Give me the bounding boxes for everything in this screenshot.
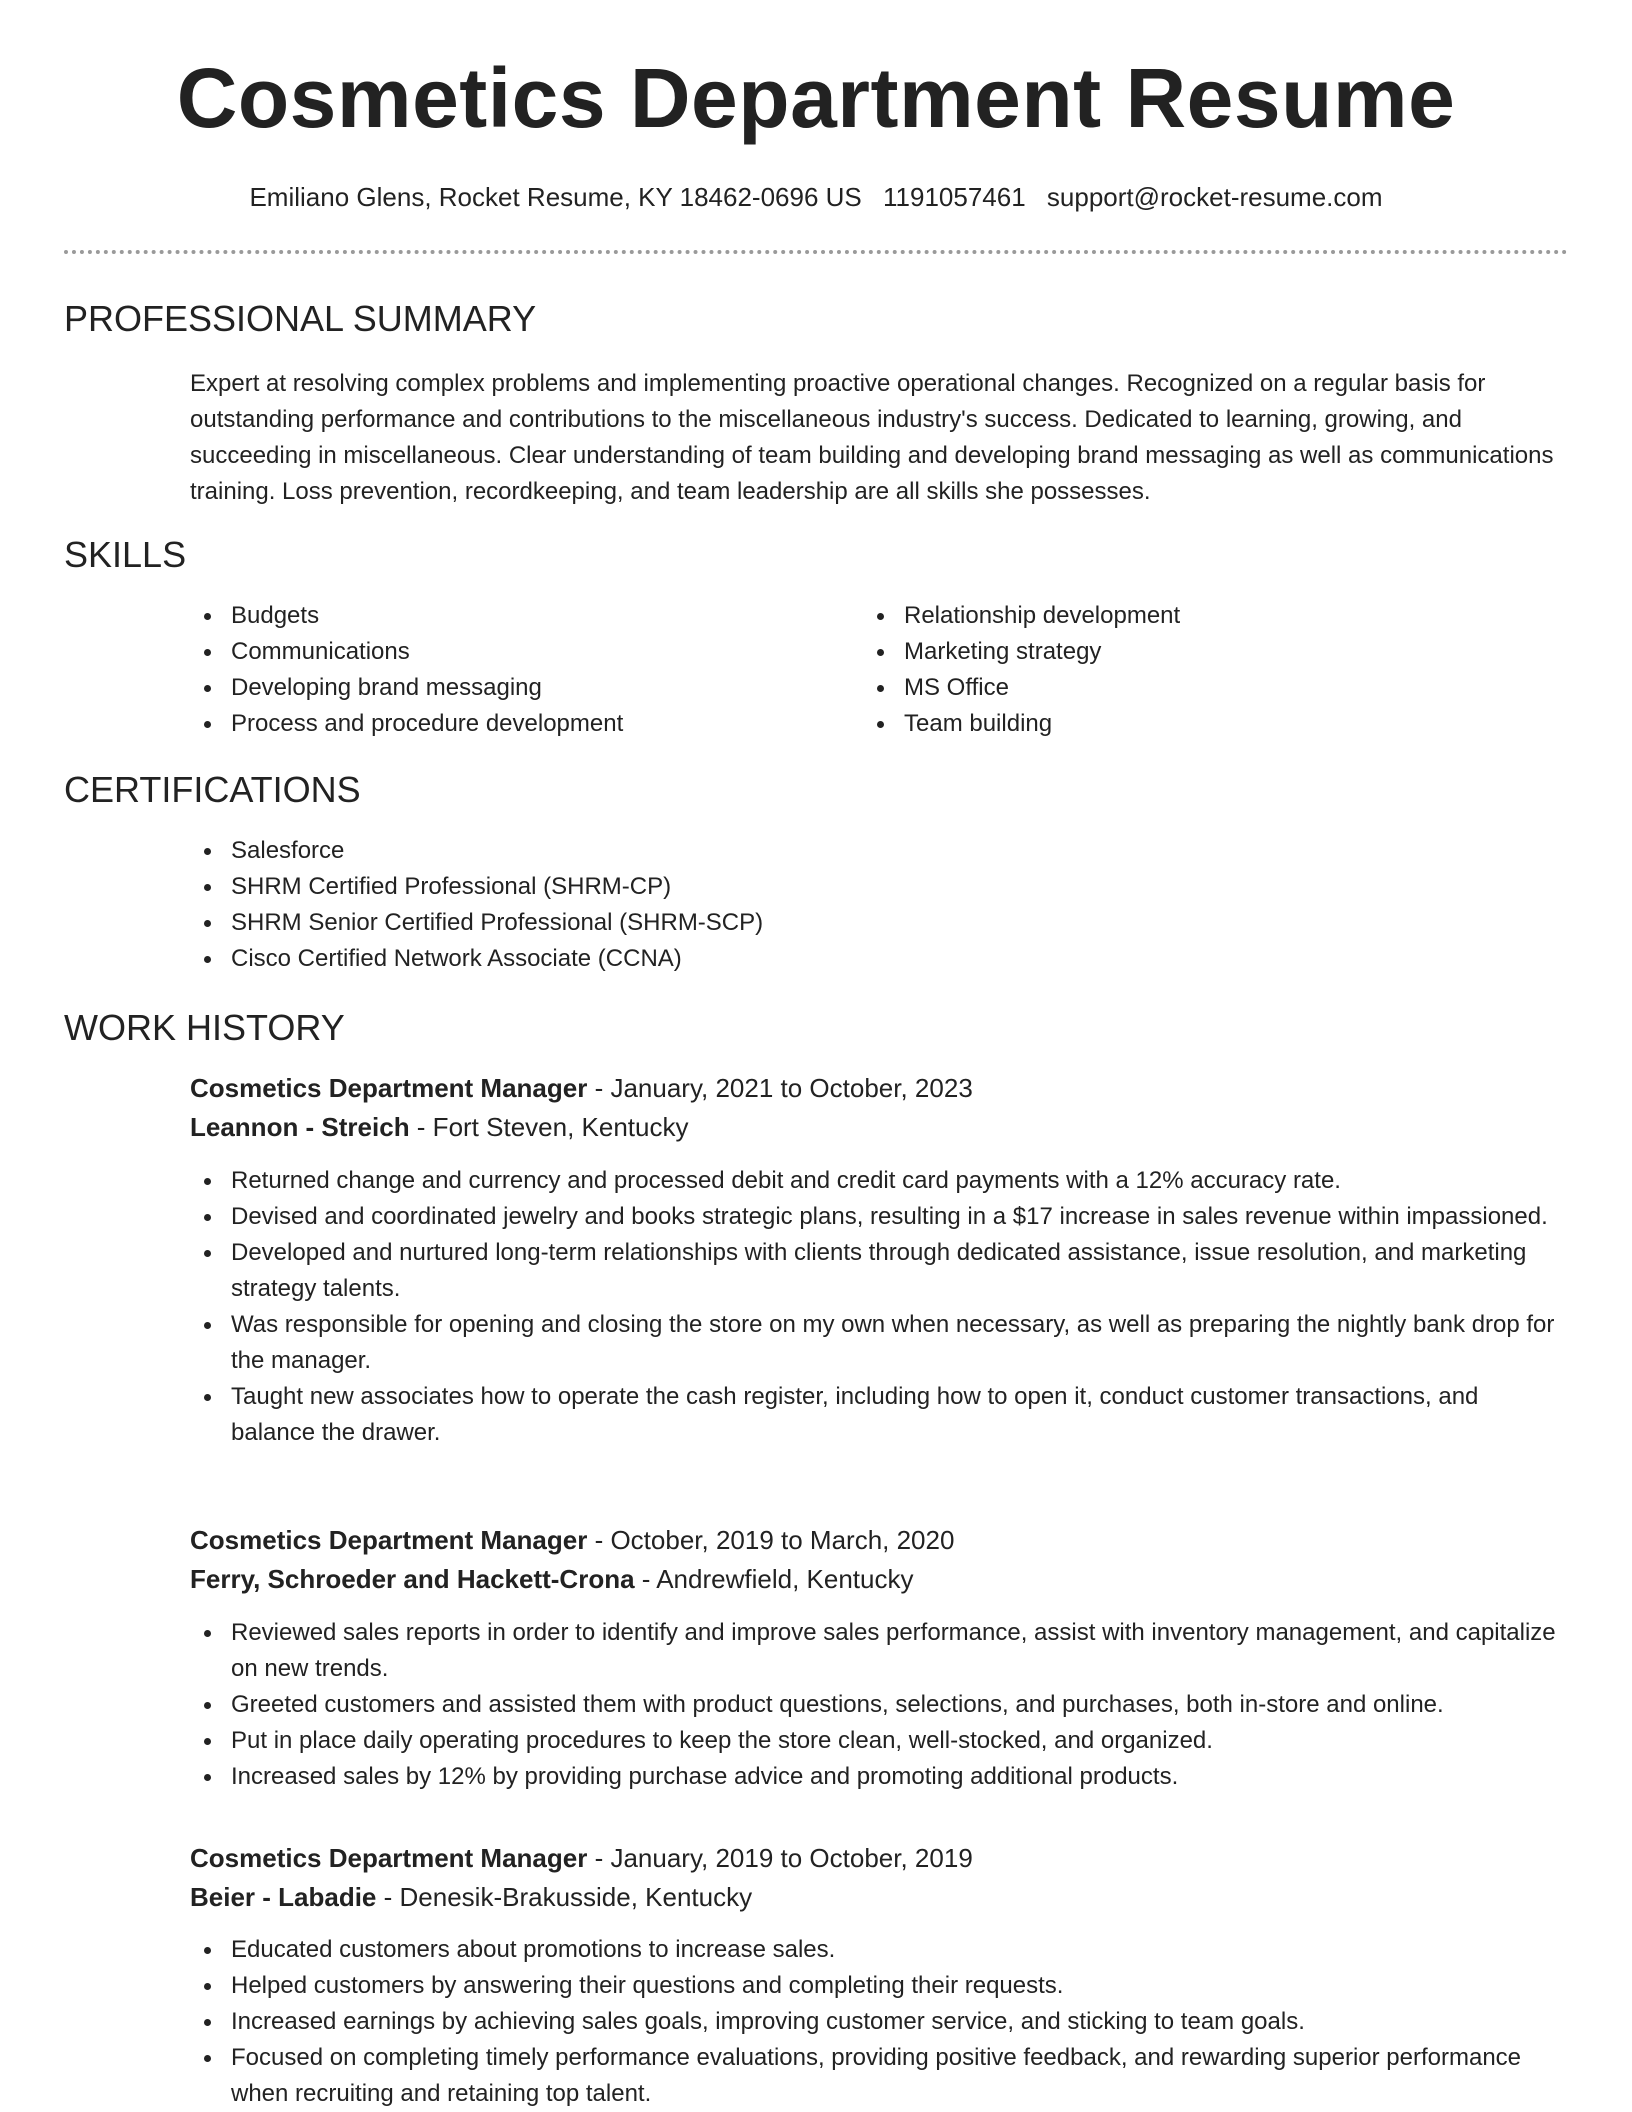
job-bullet: Increased sales by 12% by providing purchase advice and promoting additional products. bbox=[188, 1759, 1568, 1795]
contact-address: Emiliano Glens, Rocket Resume, KY 18462-0696 US bbox=[249, 182, 862, 212]
job-company: Ferry, Schroeder and Hackett-Crona bbox=[190, 1564, 635, 1594]
skill-item: Relationship development bbox=[861, 598, 1501, 634]
job-company-line bbox=[190, 1112, 688, 1143]
certification-item: Salesforce bbox=[188, 833, 1188, 869]
job-title: Cosmetics Department Manager bbox=[190, 1525, 588, 1555]
certification-item: SHRM Senior Certified Professional (SHRM-SCP) bbox=[188, 905, 1188, 941]
skill-item: Process and procedure development bbox=[188, 706, 828, 742]
skills-list-right bbox=[861, 598, 1501, 742]
job-location: - Andrewfield, Kentucky bbox=[634, 1564, 914, 1594]
job-bullet: Returned change and currency and processed debit and credit card payments with a 12% accuracy rate. bbox=[188, 1163, 1568, 1199]
skill-item: Budgets bbox=[188, 598, 828, 634]
job-bullet: Educated customers about promotions to increase sales. bbox=[188, 1932, 1568, 1968]
skill-item: Developing brand messaging bbox=[188, 670, 828, 706]
skills-list-left bbox=[188, 598, 828, 742]
skill-item: MS Office bbox=[861, 670, 1501, 706]
job-bullets bbox=[188, 1163, 1568, 1451]
job-bullet: Helped customers by answering their questions and completing their requests. bbox=[188, 1968, 1568, 2004]
job-bullet: Focused on completing timely performance evaluations, providing positive feedback, and rewarding superior performance when recruiting and retaining top talent. bbox=[188, 2040, 1568, 2112]
skills-heading: SKILLS bbox=[64, 534, 187, 575]
job-company-line bbox=[190, 1564, 913, 1595]
certifications-heading: CERTIFICATIONS bbox=[64, 769, 361, 810]
summary-heading: PROFESSIONAL SUMMARY bbox=[64, 298, 537, 339]
certification-item: Cisco Certified Network Associate (CCNA) bbox=[188, 941, 1188, 977]
job-title-line bbox=[190, 1843, 973, 1874]
header-divider bbox=[64, 250, 1568, 254]
job-bullet: Devised and coordinated jewelry and books strategic plans, resulting in a $17 increase in sales revenue within impassioned. bbox=[188, 1199, 1568, 1235]
job-bullet: Put in place daily operating procedures to keep the store clean, well-stocked, and organized. bbox=[188, 1723, 1568, 1759]
job-location: - Fort Steven, Kentucky bbox=[409, 1112, 689, 1142]
job-bullet: Developed and nurtured long-term relationships with clients through dedicated assistance, issue resolution, and marketing strategy talents. bbox=[188, 1235, 1568, 1307]
job-title-line bbox=[190, 1525, 954, 1556]
job-dates: - January, 2019 to October, 2019 bbox=[587, 1843, 973, 1873]
job-bullet: Increased earnings by achieving sales goals, improving customer service, and sticking to team goals. bbox=[188, 2004, 1568, 2040]
job-location: - Denesik-Brakusside, Kentucky bbox=[376, 1882, 753, 1912]
contact-email: support@rocket-resume.com bbox=[1046, 182, 1383, 212]
job-dates: - January, 2021 to October, 2023 bbox=[587, 1073, 973, 1103]
summary-text: Expert at resolving complex problems and implementing proactive operational changes. Recognized on a regular basis for outstanding performance and contributions to the miscellaneous industry's success. Dedicated to learning, growing, and succeeding in miscellaneous. Clear understanding of team building and developing brand messaging as well as communications training. Loss prevention, recordkeeping, and team leadership are all skills she possesses. bbox=[190, 370, 1554, 505]
skill-item: Team building bbox=[861, 706, 1501, 742]
job-bullet: Reviewed sales reports in order to identify and improve sales performance, assist with inventory management, and capitalize on new trends. bbox=[188, 1615, 1568, 1687]
skill-item: Marketing strategy bbox=[861, 634, 1501, 670]
job-bullets bbox=[188, 1615, 1568, 1795]
job-title-line bbox=[190, 1073, 973, 1104]
job-bullet: Was responsible for opening and closing the store on my own when necessary, as well as preparing the nightly bank drop for the manager. bbox=[188, 1307, 1568, 1379]
skill-item: Communications bbox=[188, 634, 828, 670]
certification-item: SHRM Certified Professional (SHRM-CP) bbox=[188, 869, 1188, 905]
job-company-line bbox=[190, 1882, 752, 1913]
job-bullet: Taught new associates how to operate the cash register, including how to open it, conduct customer transactions, and balance the drawer. bbox=[188, 1379, 1568, 1451]
resume-title: Cosmetics Department Resume bbox=[176, 51, 1456, 145]
contact-line bbox=[0, 182, 1632, 213]
contact-phone: 1191057461 bbox=[883, 182, 1026, 212]
job-dates: - October, 2019 to March, 2020 bbox=[587, 1525, 955, 1555]
job-company: Leannon - Streich bbox=[190, 1112, 410, 1142]
job-title: Cosmetics Department Manager bbox=[190, 1843, 588, 1873]
work-history-heading: WORK HISTORY bbox=[64, 1007, 345, 1048]
job-company: Beier - Labadie bbox=[190, 1882, 377, 1912]
job-bullet: Greeted customers and assisted them with product questions, selections, and purchases, both in-store and online. bbox=[188, 1687, 1568, 1723]
job-title: Cosmetics Department Manager bbox=[190, 1073, 588, 1103]
job-bullets bbox=[188, 1932, 1568, 2112]
certifications-list bbox=[188, 833, 1188, 977]
